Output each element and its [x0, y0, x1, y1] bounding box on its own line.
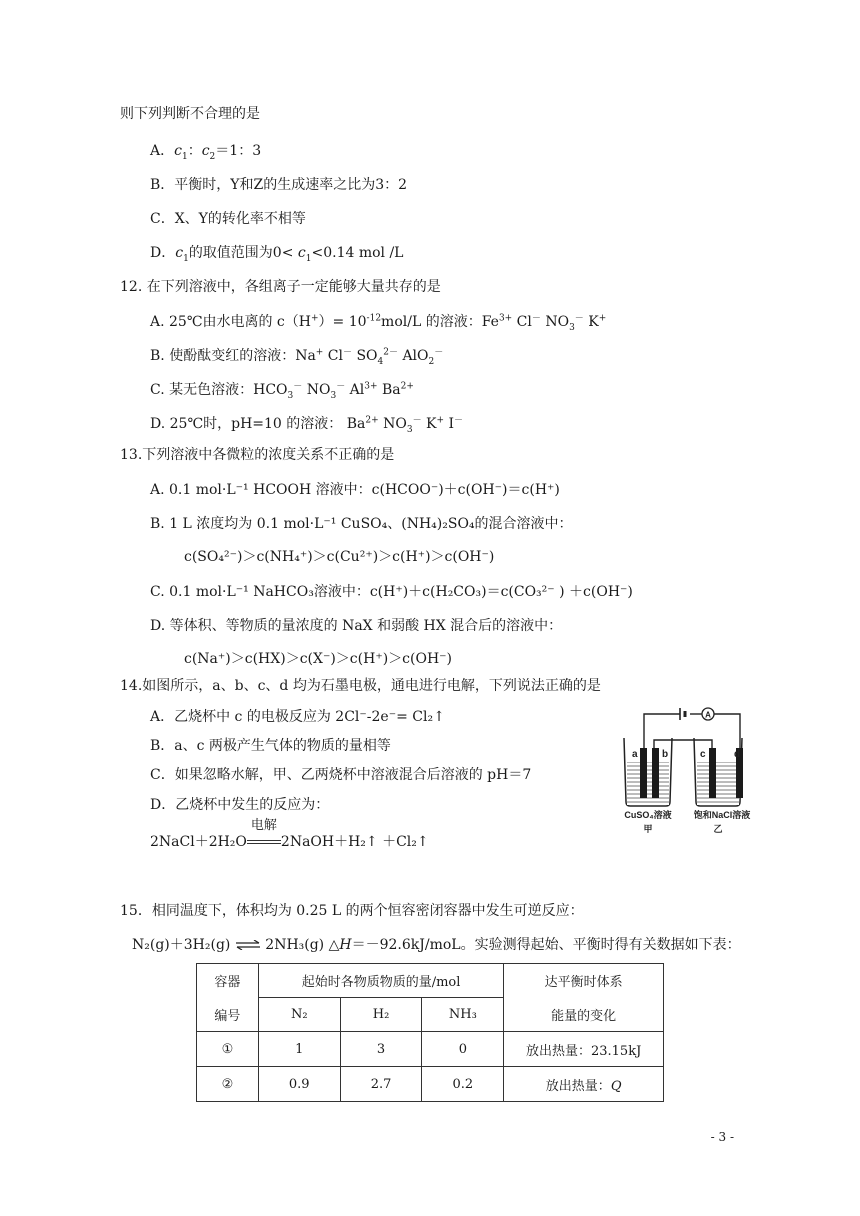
q14-equation: 2NaCl＋2H₂O 电解 2NaOH＋H₂↑ ＋Cl₂↑ [150, 818, 429, 850]
q14-option-d: D．乙烧杯中发生的反应为： [150, 797, 330, 813]
table-cell-energy: 放出热量：Q [504, 1067, 664, 1102]
table-col-h2: H₂ [340, 998, 422, 1032]
table-cell-n2: 0.9 [258, 1067, 340, 1102]
q13-option-d-expr: c(Na⁺)＞c(HX)＞c(X⁻)＞c(H⁺)＞c(OH⁻) [184, 651, 453, 667]
svg-text:b: b [662, 749, 669, 760]
q11-option-a: A．$c_1$：$c_2=1$：3 [150, 143, 262, 162]
q14-option-c: C．如果忽略水解，甲、乙两烧杯中溶液混合后溶液的 pH＝7 [150, 767, 532, 783]
q12-stem: 12. 在下列溶液中，各组离子一定能够大量共存的是 [120, 279, 441, 295]
q11-option-c: C．X、Y的转化率不相等 [150, 211, 306, 227]
table-col-nh3: NH₃ [422, 998, 504, 1032]
q11-option-d: D．$c_1$的取值范围为$0< c_1<0.14$ mol /L [150, 245, 404, 264]
svg-text:c: c [700, 749, 706, 760]
svg-text:A: A [705, 710, 711, 720]
svg-text:a: a [632, 749, 638, 760]
q12-option-d: D. 25℃时，pH=10 的溶液： $Ba^{2+}$ $NO_3^-$ K+ I－ [150, 415, 464, 435]
q13-option-c: C. 0.1 mol·L⁻¹ NaHCO₃溶液中：c(H⁺)＋c(H₂CO₃)＝c(CO₃²⁻ ) ＋c(OH⁻) [150, 584, 633, 600]
q14-option-b: B．a、c 两极产生气体的物质的量相等 [150, 738, 391, 754]
table-cell-nh3: 0 [422, 1032, 504, 1067]
table-header-initial: 起始时各物质物质的量/mol [258, 964, 503, 998]
page-number: - 3 - [710, 1130, 734, 1144]
q13-option-b-expr: c(SO₄²⁻)＞c(NH₄⁺)＞c(Cu²⁺)＞c(H⁺)＞c(OH⁻) [184, 549, 495, 565]
q15-reaction: N₂(g)＋3H₂(g) 2NH₃(g) △H＝－92.6kJ/moL。实验测得起始、平衡时得有关数据如下表： [132, 937, 741, 953]
table-cell-energy: 放出热量：23.15kJ [504, 1032, 664, 1067]
q15-data-table [196, 963, 664, 1102]
q12-option-c: C. 某无色溶液：$HCO_3^-$ $NO_3^-$ $Al^{3+}$ $Ba^{2+}$ [150, 381, 414, 401]
table-col-n2: N₂ [258, 998, 340, 1032]
q13-option-a: A. 0.1 mol·L⁻¹ HCOOH 溶液中：c(HCOO⁻)＋c(OH⁻)＝c(H⁺) [150, 482, 560, 498]
svg-text:乙: 乙 [713, 824, 723, 834]
table-header-energy-1: 达平衡时体系 [504, 964, 664, 998]
table-header-container-2: 编号 [197, 998, 259, 1032]
svg-text:CuSO₄溶液: CuSO₄溶液 [624, 810, 672, 820]
q13-stem: 13.下列溶液中各微粒的浓度关系不正确的是 [120, 447, 395, 463]
table-row [197, 1032, 664, 1067]
table-cell-h2: 3 [340, 1032, 422, 1067]
table-cell-id: ① [197, 1032, 259, 1067]
table-cell-nh3: 0.2 [422, 1067, 504, 1102]
table-cell-id: ② [197, 1067, 259, 1102]
table-row [197, 1067, 664, 1102]
table-cell-h2: 2.7 [340, 1067, 422, 1102]
equilibrium-arrow-icon [235, 940, 261, 950]
svg-text:甲: 甲 [643, 824, 653, 834]
q12-option-a: A. 25℃由水电离的 $c(H^+)= 10^{-12}mol/L$ 的溶液：$Fe^{3+}$ Cl－ $NO_3^-$ K+ [150, 313, 607, 333]
q13-option-b: B. 1 L 浓度均为 0.1 mol·L⁻¹ CuSO₄、(NH₄)₂SO₄的混合溶液中： [150, 516, 573, 532]
electrolysis-diagram [614, 700, 772, 842]
q14-option-a: A．乙烧杯中 c 的电极反应为 2Cl⁻-2e⁻= Cl₂↑ [150, 709, 445, 725]
q12-option-b: B. 使酚酞变红的溶液：Na+ Cl－ $SO_4^{2-}$ AlO$_2$－ [150, 347, 444, 367]
table-header-energy-2: 能量的变化 [504, 998, 664, 1032]
q15-stem: 15．相同温度下，体积均为 0.25 L 的两个恒容密闭容器中发生可逆反应： [120, 903, 584, 919]
q13-option-d: D. 等体积、等物质的量浓度的 NaX 和弱酸 HX 混合后的溶液中： [150, 618, 563, 634]
intro-line: 则下列判断不合理的是 [120, 106, 260, 122]
table-cell-n2: 1 [258, 1032, 340, 1067]
table-header-container-1: 容器 [197, 964, 259, 998]
svg-text:d: d [734, 749, 741, 760]
svg-text:饱和NaCl溶液: 饱和NaCl溶液 [693, 810, 751, 820]
q11-option-b: B．平衡时，Y和Z的生成速率之比为3：2 [150, 177, 408, 193]
q14-stem: 14.如图所示，a、b、c、d 均为石墨电极，通电进行电解，下列说法正确的是 [120, 678, 601, 694]
